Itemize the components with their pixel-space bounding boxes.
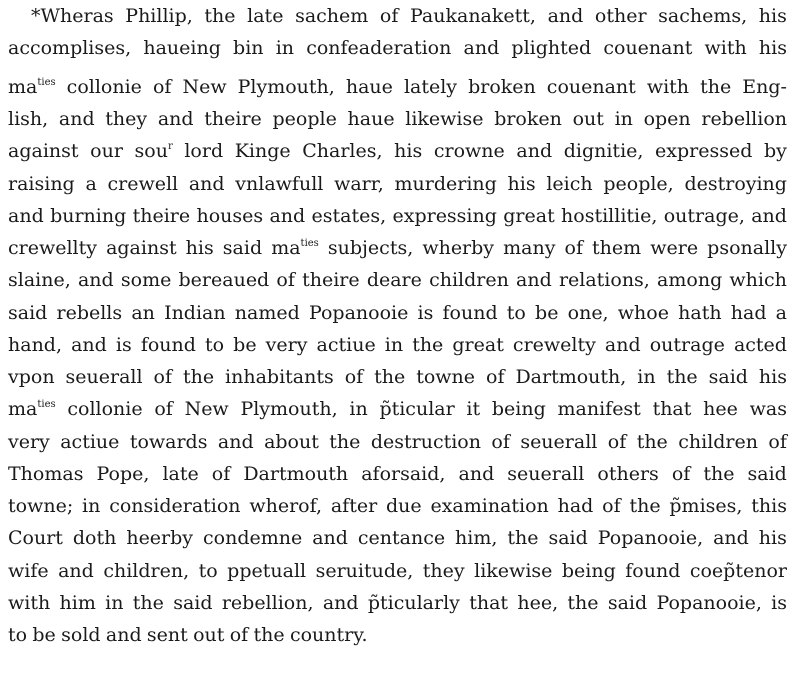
word: likewise xyxy=(405,108,484,130)
word: Kinge xyxy=(234,140,291,162)
word: great xyxy=(452,334,504,356)
word: said xyxy=(173,592,213,614)
word: said xyxy=(747,463,787,485)
word: accomplises, xyxy=(8,37,132,59)
word: children, xyxy=(103,560,190,582)
word: open xyxy=(643,108,691,130)
word: of xyxy=(211,463,231,485)
word: and xyxy=(516,140,553,162)
word: p̃ticular xyxy=(379,398,455,420)
word: likewise xyxy=(474,560,553,582)
word: warr, xyxy=(334,173,384,195)
word: children xyxy=(429,269,509,291)
text-line xyxy=(0,334,796,368)
word: the xyxy=(182,366,215,388)
word: destruction xyxy=(370,431,481,453)
word: Dartmouth, xyxy=(515,366,627,388)
word: crewellty xyxy=(8,237,97,259)
word: Charles, xyxy=(302,140,383,162)
word: collonie xyxy=(66,76,142,98)
word: outrage, xyxy=(663,205,745,227)
word: and xyxy=(516,269,552,291)
word: and xyxy=(105,624,142,646)
word: raising xyxy=(8,173,75,195)
word: his xyxy=(758,527,787,549)
word: with xyxy=(8,592,51,614)
word: centance xyxy=(357,527,446,549)
word: one, xyxy=(567,302,609,324)
word: confeaderation xyxy=(306,37,452,59)
word: acted xyxy=(733,334,787,356)
word: $ma^{ties}$ xyxy=(8,398,56,420)
text-line xyxy=(0,431,796,465)
word: the xyxy=(700,76,732,98)
text-line xyxy=(0,302,796,336)
word: very xyxy=(265,334,308,356)
word: had xyxy=(730,302,767,324)
word: wherof, xyxy=(249,495,323,517)
word: lord xyxy=(184,140,224,162)
word: the xyxy=(666,366,698,388)
word: theire xyxy=(302,269,360,291)
text-line xyxy=(0,173,796,207)
word: the xyxy=(636,431,668,453)
word: his xyxy=(758,366,787,388)
word: his xyxy=(758,5,787,27)
word: be xyxy=(535,302,559,324)
word: towards xyxy=(129,431,208,453)
word: of xyxy=(671,463,691,485)
word: country. xyxy=(289,624,368,646)
word: examination xyxy=(430,495,549,517)
word: psonally xyxy=(707,237,787,259)
word: haue xyxy=(345,76,393,98)
word: of xyxy=(153,366,173,388)
word: out xyxy=(572,108,604,130)
word: said xyxy=(548,527,588,549)
word: in xyxy=(637,366,656,388)
word: theire xyxy=(132,205,191,227)
word: outrage xyxy=(649,334,725,356)
word: the xyxy=(412,334,444,356)
word: were xyxy=(650,237,699,259)
word: them xyxy=(592,237,642,259)
word: and xyxy=(547,5,584,27)
word: and xyxy=(312,527,348,549)
word: is xyxy=(771,592,787,614)
word: being xyxy=(491,398,546,420)
word: people, xyxy=(603,173,674,195)
word: bereaued xyxy=(178,269,270,291)
word: that xyxy=(652,398,692,420)
word: found xyxy=(140,334,196,356)
word: Popanooie xyxy=(308,302,409,324)
word: and xyxy=(8,205,44,227)
word: theire xyxy=(204,108,262,130)
word: found xyxy=(625,560,681,582)
word: couenant xyxy=(546,76,636,98)
word: that xyxy=(469,592,509,614)
word: and xyxy=(58,108,95,130)
word: haue xyxy=(347,108,395,130)
word: sachems, xyxy=(658,5,748,27)
word: of xyxy=(344,366,364,388)
word: being xyxy=(561,560,616,582)
word: had xyxy=(557,495,594,517)
word: very xyxy=(8,431,50,453)
word: burning xyxy=(50,205,127,227)
word: this xyxy=(751,495,787,517)
word: against xyxy=(106,237,177,259)
word: said xyxy=(8,302,48,324)
word: relations, xyxy=(558,269,650,291)
word: and xyxy=(71,334,107,356)
word: hath xyxy=(678,302,722,324)
word: p̃ticularly xyxy=(367,592,460,614)
word: others xyxy=(597,463,659,485)
word: about xyxy=(264,431,319,453)
word: is xyxy=(115,334,132,356)
word: towne; xyxy=(8,495,74,517)
word: hee xyxy=(703,398,738,420)
word: said xyxy=(607,592,648,614)
word: $ma^{ties}$ xyxy=(8,76,56,98)
word: $ma^{ties}$ xyxy=(271,237,319,259)
word: destroying xyxy=(684,173,787,195)
word: wherby xyxy=(422,237,495,259)
text-line xyxy=(0,37,796,71)
word: whoe xyxy=(617,302,669,324)
word: seuerall xyxy=(520,431,598,453)
word: hee, xyxy=(517,592,559,614)
word: vpon xyxy=(8,366,55,388)
word: and xyxy=(157,108,194,130)
word: of xyxy=(379,5,399,27)
word: and xyxy=(188,173,225,195)
word: great xyxy=(503,205,555,227)
word: and xyxy=(751,205,787,227)
word: Eng- xyxy=(742,76,787,98)
text-line xyxy=(0,269,796,303)
word: in xyxy=(384,334,404,356)
word: the xyxy=(329,431,361,453)
word: of xyxy=(768,431,787,453)
word: subjects, xyxy=(327,237,414,259)
word: of xyxy=(229,624,249,646)
word: Popanooie, xyxy=(597,527,704,549)
word: murdering xyxy=(394,173,497,195)
word: the xyxy=(132,592,164,614)
word: be xyxy=(32,624,56,646)
text-line xyxy=(0,398,796,432)
word: many xyxy=(503,237,556,259)
word: in xyxy=(105,592,124,614)
word: sou$^r$ xyxy=(134,140,173,162)
word: of xyxy=(491,431,510,453)
word: in xyxy=(82,495,101,517)
word: the xyxy=(374,366,406,388)
word: and xyxy=(322,592,359,614)
word: be xyxy=(233,334,257,356)
word: his xyxy=(507,173,536,195)
word: of xyxy=(564,237,583,259)
word: in xyxy=(614,108,633,130)
word: him, xyxy=(455,527,498,549)
word: of xyxy=(607,431,627,453)
word: bin xyxy=(233,37,264,59)
text-line xyxy=(0,366,796,400)
word: to xyxy=(506,302,526,324)
text-line xyxy=(0,205,796,239)
text-line xyxy=(0,495,796,529)
word: it xyxy=(466,398,481,420)
word: Indian xyxy=(164,302,226,324)
word: sold xyxy=(61,624,101,646)
text-line xyxy=(0,463,796,497)
text-line xyxy=(0,140,796,174)
word: the xyxy=(567,592,599,614)
word: Thomas xyxy=(8,463,84,485)
word: inhabitants xyxy=(225,366,334,388)
word: crowne xyxy=(433,140,505,162)
word: our xyxy=(90,140,123,162)
word: seuerall xyxy=(65,366,143,388)
word: the xyxy=(629,495,661,517)
word: crewell xyxy=(107,173,179,195)
word: couenant xyxy=(603,37,693,59)
word: Plymouth, xyxy=(240,398,338,420)
word: Court xyxy=(8,527,63,549)
word: the xyxy=(507,527,539,549)
word: Popanooie, xyxy=(656,592,762,614)
word: a xyxy=(775,302,787,324)
text-line xyxy=(0,624,796,658)
word: found xyxy=(442,302,498,324)
word: late xyxy=(247,5,284,27)
word: consideration xyxy=(109,495,241,517)
word: vnlawfull xyxy=(235,173,324,195)
text-line xyxy=(0,560,796,594)
word: after xyxy=(330,495,378,517)
text-line xyxy=(0,5,796,39)
word: hand, xyxy=(8,334,63,356)
word: rebellion, xyxy=(221,592,314,614)
word: expressing xyxy=(392,205,497,227)
word: to xyxy=(205,334,225,356)
word: they xyxy=(105,108,148,130)
word: seruitude, xyxy=(315,560,414,582)
word: dignitie, xyxy=(563,140,644,162)
word: with xyxy=(646,76,690,98)
word: named xyxy=(234,302,300,324)
word: which xyxy=(729,269,787,291)
word: his xyxy=(394,140,423,162)
text-line xyxy=(0,592,796,626)
word: *Wheras xyxy=(31,5,114,27)
word: people xyxy=(272,108,337,130)
word: New xyxy=(182,76,227,98)
word: doth xyxy=(72,527,117,549)
word: against xyxy=(8,140,79,162)
word: and xyxy=(463,37,500,59)
word: late xyxy=(162,463,199,485)
word: lately xyxy=(403,76,458,98)
word: estates, xyxy=(311,205,387,227)
text-line xyxy=(0,108,796,142)
word: heerby xyxy=(126,527,194,549)
word: to xyxy=(8,624,28,646)
word: they xyxy=(422,560,465,582)
word: said xyxy=(708,366,748,388)
word: to xyxy=(198,560,218,582)
word: a xyxy=(85,173,97,195)
word: lish, xyxy=(8,108,49,130)
word: and xyxy=(604,334,641,356)
text-line xyxy=(0,76,796,110)
word: actiue xyxy=(60,431,120,453)
word: sent xyxy=(146,624,188,646)
word: rebells xyxy=(56,302,123,324)
word: Pope, xyxy=(96,463,150,485)
word: an xyxy=(131,302,155,324)
word: Dartmouth xyxy=(243,463,349,485)
word: expressed xyxy=(655,140,753,162)
word: rebellion xyxy=(701,108,787,130)
word: and xyxy=(58,560,94,582)
word: deare xyxy=(366,269,422,291)
word: and xyxy=(269,205,306,227)
word: of xyxy=(154,398,173,420)
word: collonie xyxy=(67,398,143,420)
word: coep̃tenor xyxy=(689,560,787,582)
word: aforsaid, xyxy=(361,463,446,485)
word: ppetuall xyxy=(227,560,307,582)
text-line xyxy=(0,527,796,561)
word: of xyxy=(602,495,621,517)
word: among xyxy=(657,269,723,291)
word: and xyxy=(458,463,495,485)
word: of xyxy=(276,269,295,291)
word: and xyxy=(217,431,254,453)
word: plighted xyxy=(511,37,592,59)
word: was xyxy=(749,398,787,420)
word: by xyxy=(764,140,787,162)
word: slaine, xyxy=(8,269,71,291)
word: is xyxy=(417,302,434,324)
word: out xyxy=(193,624,225,646)
word: and xyxy=(713,527,749,549)
word: other xyxy=(594,5,647,27)
word: him xyxy=(59,592,96,614)
text-line xyxy=(0,237,796,271)
word: due xyxy=(385,495,422,517)
word: said xyxy=(222,237,263,259)
word: Plymouth, xyxy=(237,76,335,98)
word: manifest xyxy=(557,398,641,420)
word: houses xyxy=(196,205,264,227)
word: towne xyxy=(416,366,476,388)
word: p̃mises, xyxy=(669,495,743,517)
word: the xyxy=(253,624,285,646)
word: children xyxy=(678,431,758,453)
word: wife xyxy=(8,560,49,582)
word: New xyxy=(184,398,229,420)
word: condemne xyxy=(203,527,303,549)
word: haueing xyxy=(143,37,221,59)
word: leich xyxy=(546,173,593,195)
word: and xyxy=(77,269,114,291)
word: Paukanakett, xyxy=(409,5,536,27)
word: of xyxy=(486,366,505,388)
word: Phillip, xyxy=(125,5,193,27)
word: some xyxy=(120,269,172,291)
word: of xyxy=(152,76,172,98)
word: with xyxy=(704,37,747,59)
word: in xyxy=(275,37,295,59)
word: his xyxy=(185,237,214,259)
word: in xyxy=(349,398,368,420)
word: his xyxy=(758,37,787,59)
word: the xyxy=(204,5,236,27)
word: broken xyxy=(468,76,536,98)
word: sachem xyxy=(295,5,369,27)
word: seuerall xyxy=(507,463,585,485)
word: the xyxy=(703,463,735,485)
word: actiue xyxy=(316,334,376,356)
word: broken xyxy=(494,108,562,130)
word: hostillitie, xyxy=(561,205,658,227)
word: crewelty xyxy=(512,334,596,356)
